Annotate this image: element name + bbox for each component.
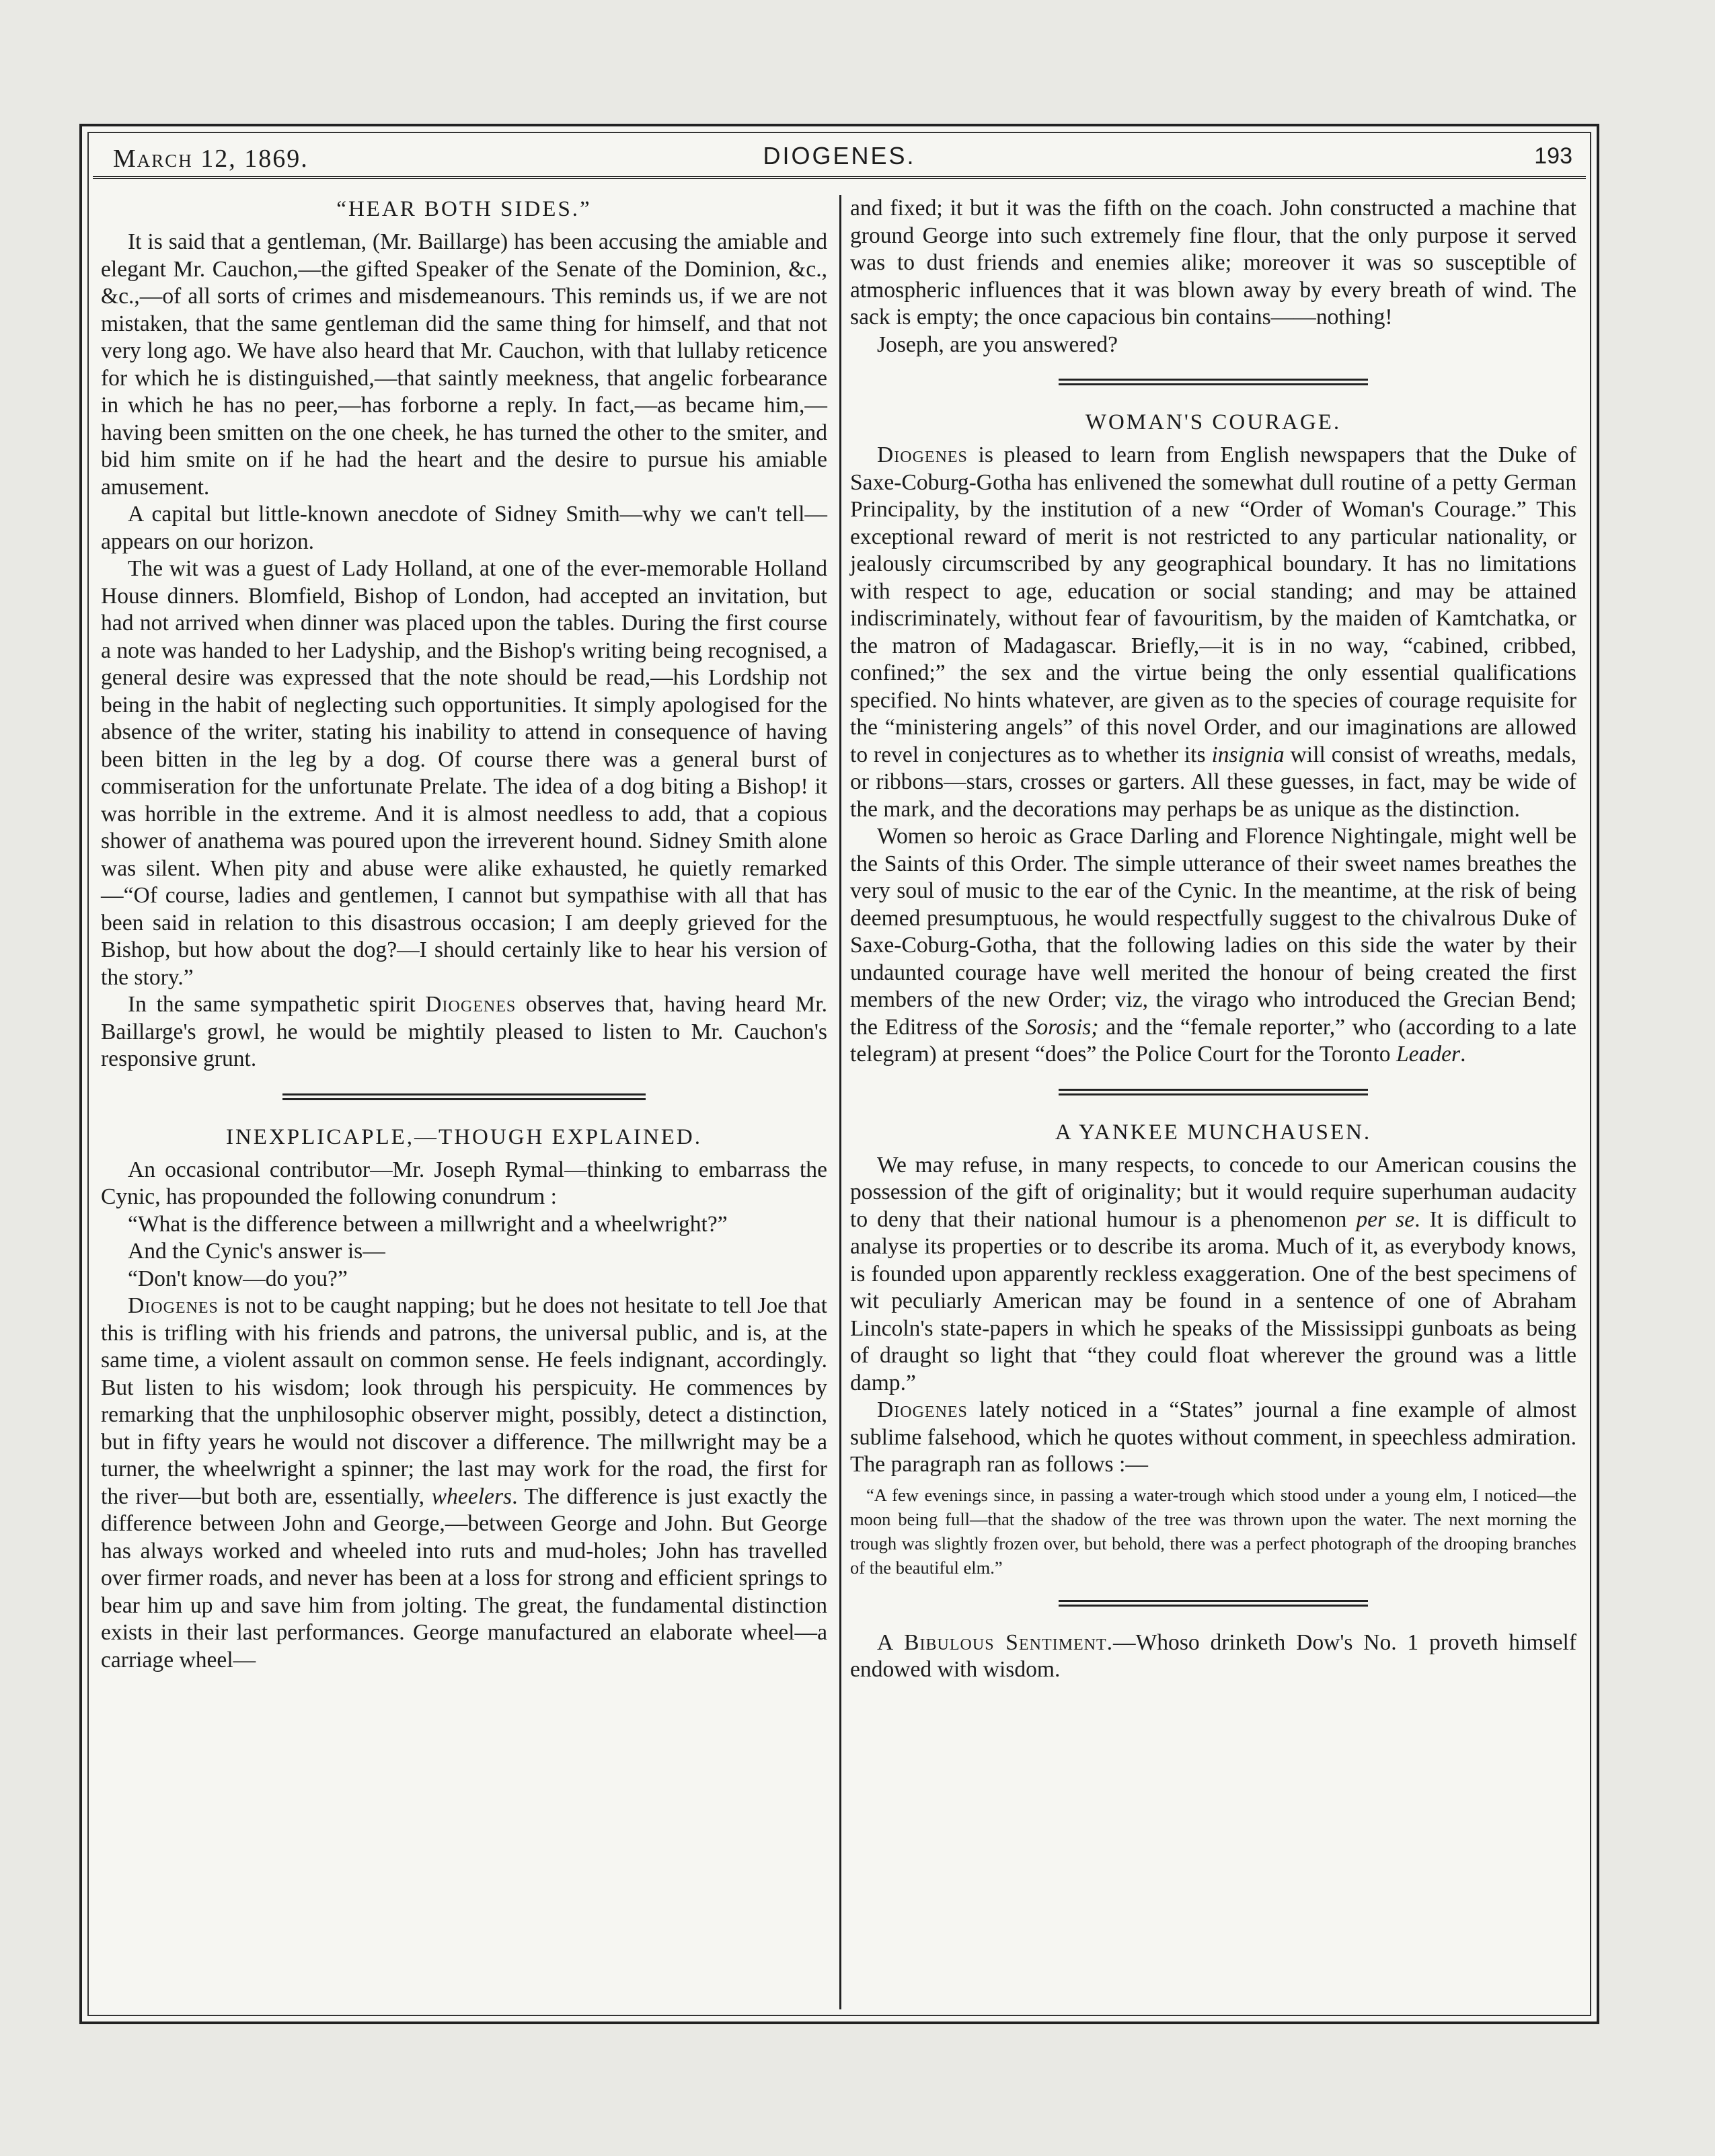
right-column (850, 195, 1576, 2009)
publication-name: Diogenes (128, 1293, 219, 1318)
italic-text: Sorosis; (1025, 1014, 1099, 1040)
article-paragraph (850, 823, 1576, 1069)
text-span: —Whoso drinketh Dow's No. 1 proveth himself endowed with wisdom. (850, 1629, 1576, 1682)
section-rule (1059, 1089, 1368, 1095)
section-rule (1059, 379, 1368, 385)
page-frame (79, 124, 1599, 2024)
article-title-womans-courage: WOMAN'S COURAGE. (1085, 410, 1342, 434)
text-span: and the “female reporter,” who (according to a late telegram) at present “does” the Police Court for the Toronto (850, 1014, 1576, 1067)
article-title-inexplicable: INEXPLICAPLE,—THOUGH EXPLAINED. (225, 1124, 703, 1149)
article-paragraph (850, 1629, 1576, 1684)
text-span: . It is difficult to analyse its properties or to describe its aroma. Much of it, as everybody knows, is founded upon apparently reckless exaggeration. One of the best specimens of wit peculiarly American may be found in a sentence of one of Abraham Lincoln's state-papers in which he speaks of the Mississippi gunboats as being of draught so light that “they could float wherever the ground was a little damp.” (850, 1206, 1576, 1395)
article-title-yankee-munchausen: A YANKEE MUNCHAUSEN. (1055, 1120, 1372, 1145)
text-span: is pleased to learn from English newspapers that the Duke of Saxe-Coburg-Gotha has enlivened the somewhat dull routine of a petty German Principality, by the institution of a new “Order of Woman's Courage.” This exceptional reward of merit is not restricted to any particular nationality, or jealously circumscribed by any geographical boundary. It has no limitations with respect to age, education or social standing; and may be attained indiscriminately, without fear of favouritism, by the maiden of Kamtchatka, or the matron of Madagascar. Briefly,—it is in no way, “cabined, cribbed, confined;” the sex and the virtue being the only essential qualifications specified. No hints whatever, are given as to the species of courage requisite for the “ministering angels” of this novel Order, and our imaginations are allowed to revel in conjectures as to whether its (850, 442, 1576, 767)
italic-text: per se (1356, 1206, 1415, 1232)
text-span: will consist of wreaths, medals, or ribbons—stars, crosses or garters. All these guesses, in fact, may be wide of the mark, and the decorations may perhaps be as unique as the distinction. (850, 742, 1576, 822)
section-rule (282, 1093, 646, 1100)
column-divider (839, 195, 841, 2009)
article-paragraph: It is said that a gentleman, (Mr. Baillarge) has been accusing the amiable and elegant Mr. Cauchon,—the gifted Speaker of the Senate of the Dominion, &c., &c.,—of all sorts of crimes and misdemeanours. This reminds us, if we are not mistaken, that the same gentleman did the same thing for himself, and that not very long ago. We have also heard that Mr. Cauchon, with that lullaby reticence for which he is distinguished,—that saintly meekness, that angelic forbearance in which he has no peer,—has forborne a reply. In fact,—as became him,—having been smitten on the one cheek, he has turned the other to the smiter, and bid him smite on if he had the heart and the desire to pursue his amiable amusement. (101, 229, 827, 500)
text-span: . (1460, 1042, 1466, 1067)
publication-name: Diogenes (877, 442, 968, 467)
section-rule (1059, 1600, 1368, 1607)
article-paragraph: “What is the difference between a millwright and a wheelwright?” (128, 1211, 728, 1237)
article-paragraph: An occasional contributor—Mr. Joseph Rymal—thinking to embarrass the Cynic, has propounded the following conundrum : (101, 1157, 827, 1209)
left-column (101, 195, 827, 2009)
text-span: . The difference is just exactly the difference between John and George,—between George and John. But George has always worked and wheeled into ruts and mud-holes; John has travelled over firmer roads, and never has been at a loss for strong and efficient springs to bear him up and save him from jolting. The great, the fundamental distinction exists in their last performances. George manufactured an elaborate wheel—a carriage wheel— (101, 1484, 827, 1672)
article-paragraph (850, 1152, 1576, 1397)
text-span: In the same sympathetic spirit (128, 992, 426, 1017)
issue-date: March 12, 1869. (113, 145, 309, 173)
article-paragraph: The wit was a guest of Lady Holland, at one of the ever-memorable Holland House dinners. Blomfield, Bishop of London, had accepted an invitation, but had not arrived when dinner was placed upon the tables. During the first course a note was handed to her Ladyship, and the Bishop's writing being recognised, a general desire was expressed that the note should be read,—his Lordship not being in the habit of neglecting such opportunities. It simply apologised for the absence of the writer, stating his inability to attend in consequence of having been bitten in the leg by a dog. Of course there was a general burst of commiseration for the unfortunate Prelate. The idea of a dog biting a Bishop! it was horrible in the extreme. And it is almost needless to add, that a copious shower of anathema was poured upon the irreverent hound. Sidney Smith alone was silent. When pity and abuse were alike exhausted, he quietly remarked—“Of course, ladies and gentlemen, I cannot but sympathise with all that has been said in relation to this disastrous occasion; I am deeply grieved for the Bishop, but how about the dog?—I should certainly like to hear his version of the story.” (101, 556, 827, 990)
article-paragraph (850, 1397, 1576, 1479)
article-paragraph (850, 442, 1576, 823)
text-span: Women so heroic as Grace Darling and Florence Nightingale, might well be the Saints of this Order. The simple utterance of their sweet names breathes the very soul of music to the ear of the Cynic. In the meantime, at the risk of being deemed presumptuous, he would respectfully suggest to the chivalrous Duke of Saxe-Coburg-Gotha, that the following ladies on this side the water by their undaunted courage have well merited the honour of being created the first members of the new Order; viz, the virago who introduced the Grecian Bend; the Editress of the (850, 824, 1576, 1040)
text-span: observes that, having heard Mr. Baillarge's growl, he would be mightily pleased to listen to Mr. Cauchon's responsive grunt. (101, 992, 828, 1071)
item-lead: A Bibulous Sentiment. (877, 1629, 1113, 1655)
italic-text: Leader (1396, 1042, 1461, 1067)
article-paragraph: A capital but little-known anecdote of Sidney Smith—why we can't tell—appears on our horizon. (101, 502, 827, 554)
publication-name: Diogenes (877, 1397, 968, 1422)
quoted-paragraph: “A few evenings since, in passing a water-trough which stood under a young elm, I noticed—the moon being full—that the shadow of the tree was thrown upon the water. The next morning the trough was slightly frozen over, but behold, there was a perfect photograph of the drooping branches of the beautiful elm.” (850, 1484, 1576, 1578)
publication-name: Diogenes (425, 992, 517, 1017)
article-paragraph: And the Cynic's answer is— (128, 1239, 385, 1264)
publication-title: DIOGENES. (763, 142, 916, 169)
page-header (93, 136, 1586, 179)
text-span: is not to be caught napping; but he does not hesitate to tell Joe that this is trifling with his friends and patrons, the universal public, and is, at the same time, a violent assault on common sense. He feels indignant, accordingly. But listen to his wisdom; look through his perspicuity. He commences by remarking that the unphilosophic observer might, possibly, detect a distinction, but in fifty years he would not discover a difference. The millwright may be a turner, the wheelwright a spinner; the last may work for the road, the first for the river—but both are, essentially, (101, 1293, 827, 1509)
article-paragraph (101, 1293, 827, 1674)
page-number: 193 (1534, 143, 1572, 169)
continuation-paragraph: Joseph, are you answered? (877, 332, 1118, 357)
article-title-hear-both-sides: “HEAR BOTH SIDES.” (336, 197, 592, 221)
article-paragraph (101, 991, 827, 1073)
continuation-paragraph: and fixed; it but it was the fifth on the coach. John constructed a machine that ground George into such extremely fine flour, that the only purpose it served was to dust friends and enemies alike; moreover it was so susceptible of atmospheric influences that it was blown away by every breath of wind. The sack is empty; the once capacious bin contains——nothing! (850, 196, 1576, 330)
italic-text: wheelers (431, 1484, 512, 1509)
text-span: We may refuse, in many respects, to concede to our American cousins the possession of the gift of originality; but it would require superhuman audacity to deny that their national humour is a phenomenon (850, 1152, 1576, 1232)
italic-text: insignia (1211, 742, 1285, 767)
article-paragraph: “Don't know—do you?” (128, 1266, 348, 1291)
text-span: lately noticed in a “States” journal a fine example of almost sublime falsehood, which he quotes without comment, in speechless admiration. The paragraph ran as follows :— (850, 1397, 1576, 1477)
